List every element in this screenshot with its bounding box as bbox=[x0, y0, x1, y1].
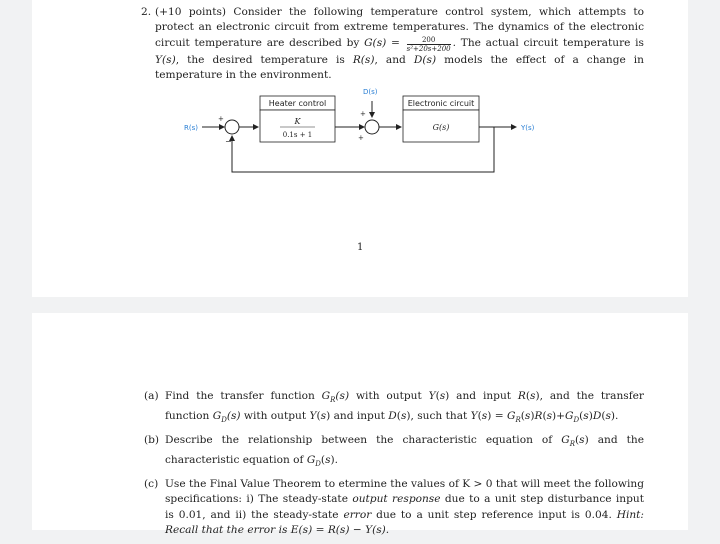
problem-intro: (+10 points) Consider the following temperature control system, which attempts to protect an electronic circuit from extreme temperatures. The dynamics of the electronic circuit temperature are described by bbox=[155, 6, 644, 49]
circuit-transfer-function: G(s) bbox=[432, 123, 450, 132]
part-c-text-3: due to a unit step reference input is 0.04. bbox=[371, 508, 617, 521]
disturbance-label: D(s) bbox=[363, 88, 378, 96]
part-a-label: (a) bbox=[144, 390, 159, 402]
part-c-emphasis-1: output response bbox=[352, 493, 441, 506]
g-numerator: 200 bbox=[407, 36, 451, 45]
heater-numerator: K bbox=[294, 117, 301, 126]
sum1-plus: + bbox=[218, 115, 224, 123]
block-diagram bbox=[32, 0, 688, 240]
electronic-circuit-title: Electronic circuit bbox=[407, 99, 475, 108]
problem-number: 2. bbox=[141, 6, 152, 18]
input-label: R(s) bbox=[184, 124, 198, 132]
d-symbol: D(s) bbox=[413, 53, 437, 66]
part-a bbox=[144, 389, 644, 428]
y-symbol: Y(s) bbox=[155, 53, 176, 66]
sum1-minus: − bbox=[225, 137, 232, 146]
output-label: Y(s) bbox=[521, 124, 535, 132]
part-b bbox=[144, 433, 644, 472]
page-2 bbox=[32, 313, 688, 537]
problem-text-5: models the effect of a change in temperature in the environment. bbox=[155, 53, 644, 82]
part-c bbox=[144, 477, 644, 539]
page-number: 1 bbox=[357, 242, 364, 253]
problem-text-4: , and bbox=[374, 53, 414, 66]
problem-text-2: . The actual circuit temperature is bbox=[452, 36, 644, 49]
part-c-label: (c) bbox=[144, 478, 159, 491]
part-c-text-2: due to a unit step disturbance input is 0.01, and ii) the steady-state bbox=[165, 493, 644, 521]
r-symbol: R(s) bbox=[352, 53, 375, 66]
page-1 bbox=[32, 0, 688, 297]
part-c-emphasis-2: error bbox=[343, 508, 372, 521]
part-c-text-1: Use the Final Value Theorem to etermine the values of K > 0 that will meet the following specifications: i) The steady-state bbox=[165, 478, 644, 506]
g-denominator: s²+20s+200 bbox=[406, 44, 451, 53]
sum2-plus-top: + bbox=[360, 110, 366, 118]
part-b-text: Describe the relationship between the characteristic equation of $G_R(s)$ and the characteristic equation of $G_D(s)$. bbox=[165, 434, 644, 468]
part-c-hint: Hint: Recall that the error is E(s) = R(s) − Y(s). bbox=[165, 508, 644, 537]
g-label: G(s) = bbox=[364, 36, 405, 49]
sum2-plus-left: + bbox=[358, 134, 364, 142]
heater-control-title: Heater control bbox=[268, 99, 327, 108]
part-a-text: Find the transfer function $G_R(s)$ with output Y(s) and input R(s), and the transfer function $G_D(s)$ with output Y(s) and input D(s), such that $Y(s) = G_R(s)R(s)+G_D(s)D(s)$. bbox=[165, 390, 644, 424]
part-b-label: (b) bbox=[144, 434, 160, 447]
summing-junction-2 bbox=[365, 120, 379, 134]
summing-junction-1 bbox=[225, 120, 239, 134]
problem-text-3: , the desired temperature is bbox=[175, 53, 353, 66]
heater-denominator: 0.1s + 1 bbox=[282, 131, 313, 139]
question-parts bbox=[144, 389, 644, 544]
